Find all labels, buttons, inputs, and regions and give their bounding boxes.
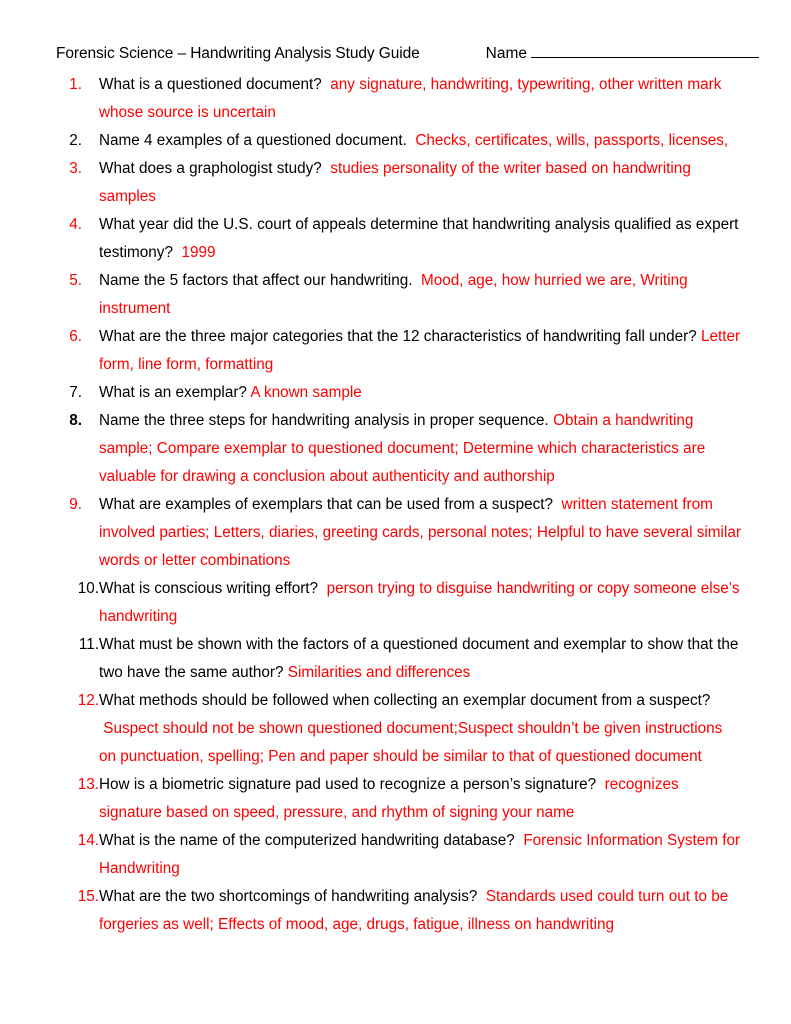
question-text: What methods should be followed when collecting an exemplar document from a suspect? [99, 692, 711, 709]
question-answer-gap [596, 776, 605, 793]
name-label: Name [485, 45, 527, 62]
question-body [99, 827, 743, 883]
answer-text[interactable]: Checks, certificates, wills, passports, licenses, [415, 132, 729, 149]
question-body [99, 211, 743, 267]
question-body [99, 379, 743, 407]
question-number: 13. [77, 776, 99, 793]
question-item [56, 127, 743, 155]
question-answer-gap [412, 272, 421, 289]
answer-text[interactable]: any signature, handwriting, typewriting, other written mark whose source is uncertain [99, 76, 722, 121]
question-item [56, 267, 743, 323]
question-item [56, 575, 743, 631]
question-item [56, 379, 743, 407]
question-body [99, 883, 743, 939]
answer-text[interactable]: person trying to disguise handwriting or copy someone else’s handwriting [99, 580, 740, 625]
answer-text[interactable]: recognizes signature based on speed, pressure, and rhythm of signing your name [99, 776, 679, 821]
question-body [99, 771, 743, 827]
question-list [56, 71, 743, 939]
question-item [56, 883, 743, 939]
answer-text[interactable]: Similarities and differences [287, 664, 471, 681]
answer-text[interactable]: 1999 [181, 244, 216, 261]
question-number: 2. [69, 132, 82, 149]
answer-text[interactable]: Obtain a handwriting sample; Compare exemplar to questioned document; Determine which characteristics are valuable for drawing a conclusion about authenticity and authorship [99, 412, 706, 485]
question-body [99, 155, 743, 211]
question-item [56, 491, 743, 575]
document-header [56, 44, 743, 64]
question-number: 12. [77, 692, 99, 709]
name-field-group [486, 44, 759, 64]
question-body [99, 71, 743, 127]
question-text: What year did the U.S. court of appeals determine that handwriting analysis qualified as expert testimony? [99, 216, 739, 261]
question-body [99, 491, 743, 575]
answer-text[interactable]: written statement from involved parties; Letters, diaries, greeting cards, personal notes; Helpful to have several similar words or letter combinations [99, 496, 741, 569]
question-body [99, 127, 743, 155]
answer-text[interactable]: Suspect should not be shown questioned document;Suspect shouldn’t be given instructions on punctuation, spelling; Pen and paper should be similar to that of questioned document [99, 720, 723, 765]
answer-text[interactable]: Letter form, line form, formatting [99, 328, 741, 373]
answer-text[interactable]: studies personality of the writer based on handwriting samples [99, 160, 691, 205]
question-item [56, 155, 743, 211]
question-answer-gap [477, 888, 486, 905]
question-item [56, 211, 743, 267]
answer-text[interactable]: A known sample [250, 384, 362, 401]
question-number: 15. [77, 888, 99, 905]
question-text: What are the two shortcomings of handwriting analysis? [99, 888, 478, 905]
question-number: 8. [69, 412, 82, 429]
question-item [56, 407, 743, 491]
question-body [99, 323, 743, 379]
question-text: What is an exemplar? [99, 384, 247, 401]
question-item [56, 71, 743, 127]
question-text: What must be shown with the factors of a questioned document and exemplar to show that the two have the same author? [99, 636, 739, 681]
question-text: Name the 5 factors that affect our handwriting. [99, 272, 413, 289]
answer-text[interactable]: Standards used could turn out to be forgeries as well; Effects of mood, age, drugs, fatigue, illness on handwriting [99, 888, 729, 933]
question-item [56, 631, 743, 687]
question-text: What are examples of exemplars that can be used from a suspect? [99, 496, 554, 513]
question-item [56, 687, 743, 771]
question-body [99, 631, 743, 687]
question-answer-gap [553, 496, 562, 513]
question-text: Name 4 examples of a questioned document. [99, 132, 407, 149]
name-input-blank[interactable] [531, 44, 759, 58]
question-item [56, 827, 743, 883]
question-number: 11. [78, 636, 99, 653]
question-body [99, 267, 743, 323]
question-number: 9. [69, 496, 82, 513]
question-text: What does a graphologist study? [99, 160, 322, 177]
question-text: What is conscious writing effort? [99, 580, 319, 597]
question-text: How is a biometric signature pad used to recognize a person’s signature? [99, 776, 597, 793]
question-body [99, 407, 743, 491]
question-number: 3. [69, 160, 82, 177]
question-text: Name the three steps for handwriting analysis in proper sequence. [99, 412, 549, 429]
page-title: Forensic Science – Handwriting Analysis Study Guide [56, 45, 420, 62]
question-body [99, 575, 743, 631]
question-text: What is a questioned document? [99, 76, 322, 93]
question-number: 4. [69, 216, 82, 233]
question-number: 1. [69, 76, 82, 93]
question-number: 10. [77, 580, 99, 597]
question-text: What is the name of the computerized handwriting database? [99, 832, 515, 849]
question-item [56, 771, 743, 827]
question-text: What are the three major categories that the 12 characteristics of handwriting fall under? [99, 328, 697, 345]
question-body [99, 687, 743, 771]
question-number: 6. [69, 328, 82, 345]
question-number: 7. [69, 384, 82, 401]
question-number: 14. [77, 832, 99, 849]
question-item [56, 323, 743, 379]
answer-text[interactable]: Mood, age, how hurried we are, Writing instrument [99, 272, 688, 317]
question-answer-gap [318, 580, 327, 597]
answer-text[interactable]: Forensic Information System for Handwriting [99, 832, 741, 877]
question-number: 5. [69, 272, 82, 289]
